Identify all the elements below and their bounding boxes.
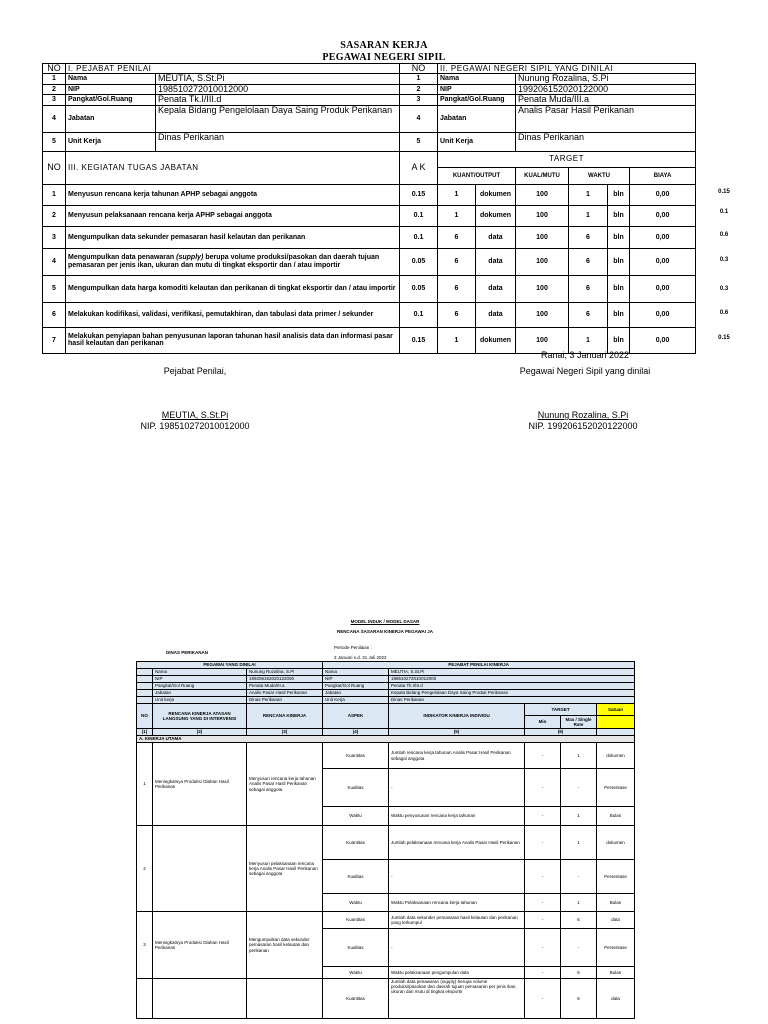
task-row (43, 205, 696, 226)
side-ak-value: 0.15 (718, 335, 730, 341)
page2-indikator: Waktu pelaksanaan pengumpulan data (389, 967, 525, 979)
task-qty: 6 (438, 275, 476, 302)
page2-index: (1) (137, 729, 153, 736)
task-kual: 100 (516, 327, 569, 353)
page2-aspek: Waktu (323, 807, 389, 826)
page2-satuan: data (597, 979, 635, 1019)
page2-group-atasan: Meningkatnya Produksi Olahan Hasil Perikanan (153, 743, 247, 826)
right-row-no: 4 (400, 105, 438, 132)
page2-aspek: Kuantitas (323, 743, 389, 769)
left-no-header: NO (43, 64, 66, 74)
task-desc (66, 248, 400, 275)
page2-info-value: 199206152020122000 (247, 676, 323, 683)
identity-rows (43, 64, 696, 152)
task-waktu-unit: bln (608, 248, 630, 275)
task-ak: 0.1 (400, 302, 438, 327)
task-row (43, 226, 696, 248)
page2-max: 6 (561, 979, 597, 1019)
task-desc: Mengumpulkan data harga komoditi kelautan dan perikanan di tingkat eksportir dan / atau importir (66, 275, 400, 302)
right-row-no: 1 (400, 74, 438, 84)
task-waktu-unit: bln (608, 327, 630, 353)
page2-max: 6 (561, 912, 597, 929)
left-row-label: Unit Kerja (66, 132, 156, 151)
document-subtitle: PEGAWAI NEGERI SIPIL (322, 52, 446, 63)
page2-info-label: Pangkat/Gol Ruang (323, 683, 389, 690)
page2-indikator: Jumlah data penawaran (supply) berupa volume produksi/pasokan dan daerah tujuan pemasaran per jenis ikan, ukuran dan mutu di tingkat eksportir (389, 979, 525, 1019)
task-ak: 0.05 (400, 275, 438, 302)
task-waktu: 6 (569, 226, 608, 248)
right-row-value: Penata Muda/III.a (516, 95, 696, 105)
task-no: 5 (43, 275, 66, 302)
task-ak: 0.1 (400, 226, 438, 248)
task-biaya: 0,00 (630, 184, 696, 205)
page2-indikator: - (389, 769, 525, 807)
page2-satuan: Persentase (597, 860, 635, 894)
page2-info-label: Jabatan (323, 690, 389, 697)
page2-min: - (525, 912, 561, 929)
right-row-value: Analis Pasar Hasil Perikanan (516, 105, 696, 132)
task-rows (43, 151, 696, 353)
right-signer-name: Nunung Rozalina, S.Pi (537, 410, 629, 420)
task-desc-post: berupa volume produksi/pasokan dan daerah tujuan pemasaran per jenis ikan, ukuran dan mutu di tingkat eksportir dan / atau importir (68, 254, 380, 269)
page2-subtitle: RENCANA SASARAN KINERJA PEGAWAI JA (337, 629, 433, 634)
page2-group-rencana: Mengumpulkan data sekunder pemasaran hasil kelautan dan perikanan (247, 912, 323, 979)
task-desc-italic: (supply) (176, 254, 204, 262)
left-row-no: 1 (43, 74, 66, 84)
right-row-no: 2 (400, 84, 438, 94)
task-desc: Menyusun rencana kerja tahunan APHP sebagai anggota (66, 184, 400, 205)
task-qty: 6 (438, 248, 476, 275)
page2-col-indikator: INDIKATOR KINERJA INDIVIDU (389, 704, 525, 729)
left-row-value: MEUTIA, S.St.Pi (156, 74, 400, 84)
task-waktu: 1 (569, 205, 608, 226)
right-signer-nip: NIP. 199206152020122000 (528, 421, 638, 431)
task-kual: 100 (516, 275, 569, 302)
page2-min: - (525, 826, 561, 860)
task-desc: Melakukan kodifikasi, validasi, verifikasi, pemutakhiran, dan tabulasi data primer / sekunder (66, 302, 400, 327)
task-unit: data (476, 226, 516, 248)
task-ak: 0.15 (400, 184, 438, 205)
right-row-value: Dinas Perikanan (516, 132, 696, 151)
page2-col-rencana: RENCANA KINERJA (247, 704, 323, 729)
page2-info-label: Nama (323, 669, 389, 676)
left-section-title: I. PEJABAT PENILAI (66, 64, 400, 74)
page2-group-rencana: Menyusun pelaksanaan rencana kerja Analis Pasar Hasil Perikanan sebagai anggota (247, 826, 323, 912)
page2-col-aspek: ASPEK (323, 704, 389, 729)
place-date: Ranai, 3 Januari 2022 (540, 350, 630, 360)
page2-satuan: Persentase (597, 769, 635, 807)
page2-group-no: 3 (137, 912, 153, 979)
task-biaya: 0,00 (630, 248, 696, 275)
task-waktu: 1 (569, 327, 608, 353)
page2-min: - (525, 769, 561, 807)
task-no: 1 (43, 184, 66, 205)
page2-indikator: - (389, 929, 525, 967)
task-ak: 0.15 (400, 327, 438, 353)
task-unit: data (476, 248, 516, 275)
page2-info-label: Unit Kerja (323, 697, 389, 704)
right-no-header: NO (400, 64, 438, 74)
page2-aspek: Kualitas (323, 769, 389, 807)
page2-agency: DINAS PERIKANAN (166, 650, 209, 655)
task-kual: 100 (516, 205, 569, 226)
task-kual: 100 (516, 248, 569, 275)
left-row-value: Dinas Perikanan (156, 132, 400, 151)
page2-group-rencana: Menyusun rencana kerja tahunan Analis Pasar Hasil Perikanan sebagai anggota (247, 743, 323, 826)
right-row-no: 3 (400, 95, 438, 105)
page2-left-head: PEGAWAI YANG DINILAI (137, 662, 323, 669)
page2-group-no: 2 (137, 826, 153, 912)
left-row-no: 2 (43, 84, 66, 94)
page2-section-a: A. KINERJA UTAMA (137, 736, 635, 743)
task-no: 4 (43, 248, 66, 275)
page2-info-label: Unit kerja (153, 697, 247, 704)
task-row (43, 184, 696, 205)
left-row-label: NIP (66, 84, 156, 94)
page2-col-min: Min (525, 716, 561, 729)
task-kual: 100 (516, 184, 569, 205)
page2-indikator: Jumlah data sekunder pemasaran hasil kelautan dan perikanan yang terkumpul (389, 912, 525, 929)
task-unit: data (476, 302, 516, 327)
page2-col-max: Max / Single Rate (561, 716, 597, 729)
task-unit: data (476, 275, 516, 302)
page2-index: (4) (323, 729, 389, 736)
task-section-title: III. KEGIATAN TUGAS JABATAN (66, 151, 400, 184)
page2-info-label: Nama (153, 669, 247, 676)
task-no-header: NO (43, 151, 66, 184)
task-biaya: 0,00 (630, 327, 696, 353)
page2-max: 6 (561, 967, 597, 979)
page2-min: - (525, 929, 561, 967)
right-row-label: NIP (438, 84, 516, 94)
target-header: TARGET (438, 151, 696, 167)
page2-satuan: Bulan (597, 894, 635, 912)
page2-indikator: Jumlah rencana kerja tahunan Analis Pasar Hasil Perikanan sebagai anggota (389, 743, 525, 769)
page2-col-satuan: Satuan (597, 704, 635, 716)
task-unit: dokumen (476, 184, 516, 205)
page2-aspek: Waktu (323, 894, 389, 912)
page2-min: - (525, 807, 561, 826)
page2-info-value: MEUTIA, S.St.Pi (389, 669, 635, 676)
left-row-value: Penata Tk.I/III.d (156, 95, 400, 105)
page2-index: (3) (247, 729, 323, 736)
page2-period-value: 3 Januari s.d. 31 Juli 2022 (334, 655, 387, 660)
task-row (43, 302, 696, 327)
page2-indikator: Waktu Pelaksanaan rencana kerja tahunan (389, 894, 525, 912)
page2-satuan: dokumen (597, 826, 635, 860)
task-waktu-unit: bln (608, 226, 630, 248)
task-qty: 1 (438, 327, 476, 353)
waktu-header: WAKTU (569, 167, 630, 184)
task-waktu-unit: bln (608, 302, 630, 327)
document-title: SASARAN KERJA (340, 40, 428, 51)
page2-info-label: Jabatan (153, 690, 247, 697)
page2-index: (2) (153, 729, 247, 736)
right-row-value: Nunung Rozalina, S.Pi (516, 74, 696, 84)
page2-indikator: Waktu penyusunan rencana kerja tahunan (389, 807, 525, 826)
page2-satuan: Bulan (597, 967, 635, 979)
task-waktu: 6 (569, 275, 608, 302)
page2-min: - (525, 894, 561, 912)
side-ak-value: 0.1 (719, 209, 729, 215)
task-biaya: 0,00 (630, 205, 696, 226)
task-kual: 100 (516, 302, 569, 327)
page2-info-value: 198510272010012000 (389, 676, 635, 683)
side-ak-value: 0.3 (719, 286, 729, 292)
page2-info (137, 662, 635, 704)
side-ak-value: 0.3 (719, 257, 729, 263)
page2-max: 1 (561, 894, 597, 912)
page2-indikator: Jumlah pelaksanaan rencana kerja Analis Pasar Hasil Perikanan (389, 826, 525, 860)
page2-max: - (561, 860, 597, 894)
page2-info-value: Dinas Perikanan (389, 697, 635, 704)
side-ak-value: 0.6 (719, 310, 729, 316)
task-qty: 1 (438, 205, 476, 226)
page2-max: 1 (561, 743, 597, 769)
page2-satuan: Bulan (597, 807, 635, 826)
task-qty: 6 (438, 226, 476, 248)
right-row-label: Pangkat/Gol.Ruang (438, 95, 516, 105)
page2-col-no: NO (137, 704, 153, 729)
page2-group-atasan (153, 826, 247, 912)
task-waktu-unit: bln (608, 275, 630, 302)
right-row-no: 5 (400, 132, 438, 151)
left-row-label: Nama (66, 74, 156, 84)
page2-satuan: data (597, 912, 635, 929)
side-ak-value: 0.15 (718, 189, 730, 195)
page2-indikator: - (389, 860, 525, 894)
page2-title: MODEL INDUK / MODEL DASAR (350, 619, 420, 624)
task-biaya: 0,00 (630, 302, 696, 327)
page2-max: - (561, 929, 597, 967)
task-biaya: 0,00 (630, 275, 696, 302)
task-qty: 1 (438, 184, 476, 205)
ak-header: A K (400, 151, 438, 184)
task-kual: 100 (516, 226, 569, 248)
page2-group-rencana (247, 979, 323, 1019)
page2-max: 1 (561, 807, 597, 826)
kual-header: KUAL/MUTU (516, 167, 569, 184)
page2-col-target: TARGET (525, 704, 597, 716)
task-unit: dokumen (476, 205, 516, 226)
page2-satuan: Persentase (597, 929, 635, 967)
left-signer-role: Pejabat Penilai, (163, 366, 227, 376)
left-row-label: Jabatan (66, 105, 156, 132)
task-no: 7 (43, 327, 66, 353)
page2-group-atasan (153, 979, 247, 1019)
left-signer-nip: NIP. 198510272010012000 (140, 421, 250, 431)
page2-group-no (137, 979, 153, 1019)
task-desc: Menyusun pelaksanaan rencana kerja APHP sebagai anggota (66, 205, 400, 226)
page2-info-label: NIP (153, 676, 247, 683)
page2-right-head: PEJABAT PENILAI KINERJA (323, 662, 635, 669)
page2-satuan: dokumen (597, 743, 635, 769)
kuant-header: KUANT/OUTPUT (438, 167, 516, 184)
page2-aspek: Kualitas (323, 929, 389, 967)
task-waktu: 6 (569, 248, 608, 275)
page2-info-label: NIP (323, 676, 389, 683)
left-row-no: 4 (43, 105, 66, 132)
right-row-label: Jabatan (438, 105, 516, 132)
page2-aspek: Kuantitas (323, 979, 389, 1019)
page2-max: - (561, 769, 597, 807)
page2-info-value: Penata Tk.I/III.d (389, 683, 635, 690)
task-ak: 0.1 (400, 205, 438, 226)
page2-info-value: Kepala Bidang Pengelolaan Daya Saing Produk Perikanan (389, 690, 635, 697)
right-row-label: Unit Kerja (438, 132, 516, 151)
left-row-no: 5 (43, 132, 66, 151)
task-no: 2 (43, 205, 66, 226)
page2-info-value: Analis Pasar Hasil Perikanan (247, 690, 323, 697)
left-row-no: 3 (43, 95, 66, 105)
task-no: 3 (43, 226, 66, 248)
task-waktu-unit: bln (608, 205, 630, 226)
task-qty: 6 (438, 302, 476, 327)
right-signer-role: Pegawai Negeri Sipil yang dinilai (519, 366, 651, 376)
task-desc: Melakukan penyiapan bahan penyusunan laporan tahunan hasil analisis data dan informasi pasar hasil kelautan dan perikanan (66, 327, 400, 353)
task-ak: 0.05 (400, 248, 438, 275)
page2-index: (6) (525, 729, 597, 736)
task-desc-pre: Mengumpulkan data penawaran (68, 254, 177, 262)
page2-aspek: Kuantitas (323, 912, 389, 929)
page2-info-label: Pangkat/Gol Ruang (153, 683, 247, 690)
page2-info-value: Penata Muda/III.a (247, 683, 323, 690)
skp-table (42, 63, 696, 354)
page2-min: - (525, 979, 561, 1019)
right-section-title: II. PEGAWAI NEGERI SIPIL YANG DINILAI (438, 64, 696, 74)
task-row (43, 248, 696, 275)
page2-min: - (525, 967, 561, 979)
page2-table (136, 661, 635, 1019)
page2-period-label: Periode Penilaian : (334, 645, 372, 650)
page2-group-atasan: Meningkatnya Produksi Olahan Hasil Perikanan (153, 912, 247, 979)
left-signer-name: MEUTIA, S.St.Pi (161, 410, 229, 420)
page2-body (137, 704, 635, 1019)
page2-info-value: Nunung Rozalina, S.Pi (247, 669, 323, 676)
biaya-header: BIAYA (630, 167, 696, 184)
task-desc: Mengumpulkan data sekunder pemasaran hasil kelautan dan perikanan (66, 226, 400, 248)
page2-min: - (525, 860, 561, 894)
side-ak-value: 0.6 (719, 232, 729, 238)
task-unit: dokumen (476, 327, 516, 353)
task-no: 6 (43, 302, 66, 327)
page2-aspek: Kualitas (323, 860, 389, 894)
right-row-label: Nama (438, 74, 516, 84)
page2-aspek: Waktu (323, 967, 389, 979)
page2-max: 1 (561, 826, 597, 860)
task-biaya: 0,00 (630, 226, 696, 248)
task-waktu-unit: bln (608, 184, 630, 205)
page2-aspek: Kuantitas (323, 826, 389, 860)
task-waktu: 1 (569, 184, 608, 205)
left-row-label: Pangkat/Gol.Ruang (66, 95, 156, 105)
left-row-value: Kepala Bidang Pengelolaan Daya Saing Produk Perikanan (156, 105, 400, 132)
task-row (43, 275, 696, 302)
right-row-value: 199206152020122000 (516, 84, 696, 94)
page2-index: (5) (389, 729, 525, 736)
page2-col-atasan: RENCANA KINERJA ATASAN LANGSUNG YANG DI INTERVENSI (153, 704, 247, 729)
page2-group-no: 1 (137, 743, 153, 826)
page2-min: - (525, 743, 561, 769)
left-row-value: 198510272010012000 (156, 84, 400, 94)
page2-info-value: Dinas Perikanan (247, 697, 323, 704)
task-waktu: 6 (569, 302, 608, 327)
